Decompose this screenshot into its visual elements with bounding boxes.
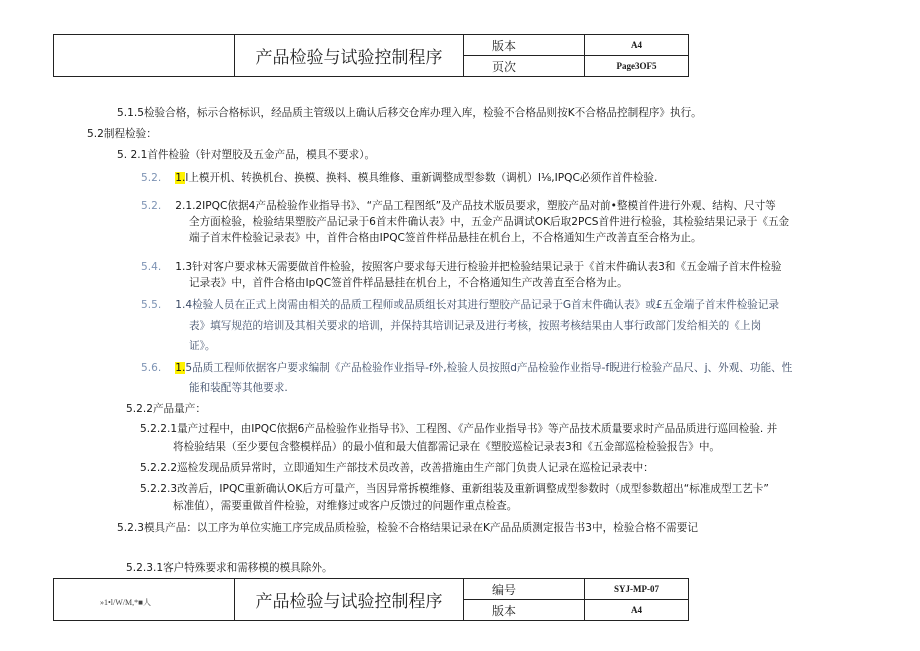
- footer-number-label: 编号: [464, 579, 585, 600]
- footer-logo-text: »1•l/W/M,*■人: [100, 598, 151, 607]
- item-5-2-1-2: [141, 199, 776, 214]
- header-page-label: 页次: [464, 56, 585, 77]
- item-5-2-1-3: [141, 260, 781, 275]
- item-5-2-1-5-cont1: 能和装配等其他要求.: [189, 382, 288, 394]
- item-number: 5.6.: [141, 362, 162, 374]
- footer-logo-cell: [54, 579, 235, 621]
- item-5-2-2-3: 5.2.2.3改善后，IPQC重新确认OK后方可量产，当因异常拆模维修、重新组装及重新调整成型参数时（成型参数超出“标准成型工艺卡”: [140, 483, 769, 495]
- line-5-1-5: 5.1.5检验合格，标示合格标识，经品质主管级以上确认后移交仓库办理入库，检验不合格品则按K不合格品控制程序》执行。: [117, 107, 702, 119]
- item-text: 1.3针对客户要求林天需要做首件检验，按照客户要求每天进行检验并把检验结果记录于《首末件确认表3和《五金端子首末件检验: [175, 261, 782, 273]
- header-page-value: Page3OF5: [585, 56, 689, 77]
- heading-5-2: 5.2制程检验：: [87, 128, 157, 140]
- item-5-2-1-2-cont1: 全方面检验，检验结果塑胶产品记录于6首末件确认表》中，五金产品调试OK后取2PCS首件进行检验，其检验结果记录于《五金: [189, 216, 790, 228]
- item-number: 5.2.: [141, 172, 162, 184]
- heading-5-2-3: 5.2.3模具产品：以工序为单位实施工序完成品质检验，检验不合格结果记录在K产品品质测定报告书3中，检验合格不需要记: [117, 522, 698, 534]
- header-version-label: 版本: [464, 35, 585, 56]
- footer-number-value: SYJ-MP-07: [585, 579, 689, 600]
- item-text: 1.4检验人员在正式上岗需由相关的品质工程师或品质组长对其进行塑胶产品记录于G首末件确认表》或£五金端子首末件检验记录: [175, 299, 780, 311]
- item-5-2-1-4: [141, 298, 779, 313]
- item-text: 5品质工程师依据客户要求编制《产品检验作业指导-f外,检验人员按照d产品检验作业指导-f睨进行检验产品尺、j、外观、功能、性: [185, 362, 793, 374]
- header-logo-cell: [54, 35, 235, 77]
- item-number: 5.2.: [141, 200, 162, 212]
- highlighted-number: 1.: [175, 362, 186, 374]
- item-5-2-2-2: 5.2.2.2巡检发现品质异常时，立即通知生产部技术员改善，改善措施由生产部门负贵人记录在巡检记录表中：: [140, 462, 654, 474]
- footer-title: 产品检验与试验控制程序: [235, 579, 464, 621]
- item-5-2-2-1-cont1: 将检验结果（至少要包含整模样品）的最小值和最大值都需记录在《塑胶巡检记录表3和《五金部巡检检验报告》中。: [173, 441, 721, 453]
- item-number: 5.4.: [141, 261, 162, 273]
- item-text: 2.1.2IPQC依据4产品检验作业指导书》、“产品工程图纸”及产品技术版员要求，塑胶产品对前•整模首件进行外观、结构、尺寸等: [175, 200, 776, 212]
- item-5-2-1-3-cont1: 记录表》中，首件合格由IpQC签首件样品悬挂在机台上，不合格通知生产改善直至合格为止。: [189, 277, 628, 289]
- header-title: 产品检验与试验控制程序: [235, 35, 464, 77]
- footer-version-label: 版本: [464, 600, 585, 621]
- item-5-2-2-3-cont1: 标准值），需要重做首件检验，对维修过或客户反馈过的问题作重点检查。: [173, 500, 518, 512]
- item-5-2-3-1: 5.2.3.1客户特殊要求和需移模的模具除外。: [126, 562, 333, 574]
- footer-table: [53, 578, 689, 621]
- item-5-2-1-1: [141, 171, 657, 186]
- footer-version-value: A4: [585, 600, 689, 621]
- item-text: l上模开机、转换机台、换模、换料、模具维修、重新调整成型参数（调机）I⅛,IPQC必须作首件检验.: [185, 172, 658, 184]
- item-5-2-1-4-cont2: 证》。: [189, 340, 216, 352]
- heading-5-2-1: 5. 2.1首件检验（针对塑胶及五金产品，模具不要求）。: [117, 149, 376, 161]
- heading-5-2-2: 5.2.2产品量产：: [126, 403, 206, 415]
- highlighted-number: 1.: [175, 172, 186, 184]
- header-version-value: A4: [585, 35, 689, 56]
- item-5-2-1-2-cont2: 端子首末件检验记录表》中，首件合格由IPQC签首件样品悬挂在机台上，不合格通知生产改善直至合格为止。: [189, 232, 702, 244]
- item-5-2-2-1: 5.2.2.1量产过程中，由IPQC依据6产品检验作业指导书》、工程图、《产品作业指导书》等产品技术质量要求时产品品质进行巡回检验. 并: [140, 423, 778, 435]
- item-5-2-1-5: [141, 361, 792, 376]
- item-number: 5.5.: [141, 299, 162, 311]
- item-5-2-1-4-cont1: 表》填写规范的培训及其相关要求的培训，并保持其培训记录及进行考核，按照考核结果由人事行政部门发给相关的《上岗: [189, 320, 762, 332]
- header-table: [53, 34, 689, 77]
